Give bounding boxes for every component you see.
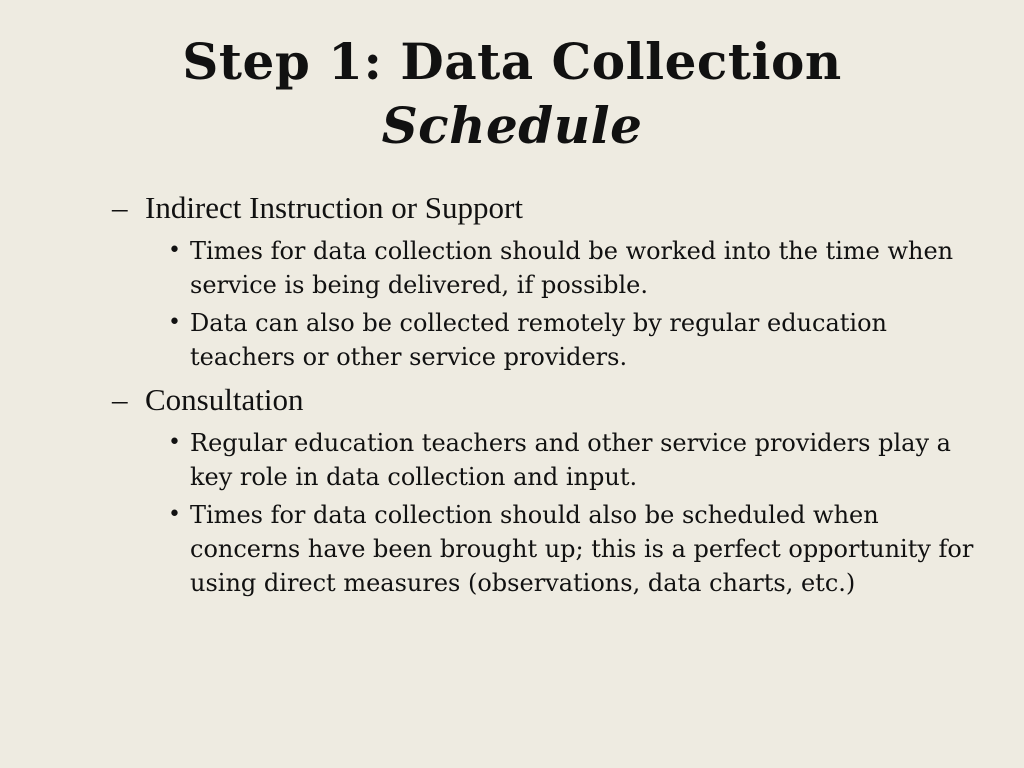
title-line-2: Schedule [381,96,643,155]
bullet-text: Data can also be collected remotely by regular education teachers or other service providers. [190,309,887,371]
bullet-marker: • [168,238,181,263]
title-line-1: Step 1: Data Collection [182,32,842,91]
section-heading-text: Consultation [145,382,304,417]
bullet-item [168,426,980,494]
slide-content [112,182,992,600]
section-heading [112,186,992,230]
bullet-marker: • [168,310,181,335]
bullet-item [168,498,980,600]
section-heading [112,378,992,422]
section-heading-text: Indirect Instruction or Support [145,190,523,225]
dash-marker: – [112,382,128,417]
bullet-text: Times for data collection should be worked into the time when service is being delivered, if possible. [190,237,954,299]
bullet-item [168,234,980,302]
dash-marker: – [112,190,128,225]
bullet-marker: • [168,502,181,527]
bullet-text: Times for data collection should also be scheduled when concerns have been brought up; this is a perfect opportunity for using direct measures (observations, data charts, etc.) [190,501,974,597]
bullet-text: Regular education teachers and other service providers play a key role in data collection and input. [190,429,951,491]
slide-title [0,30,1024,158]
bullet-marker: • [168,430,181,455]
bullet-item [168,306,980,374]
